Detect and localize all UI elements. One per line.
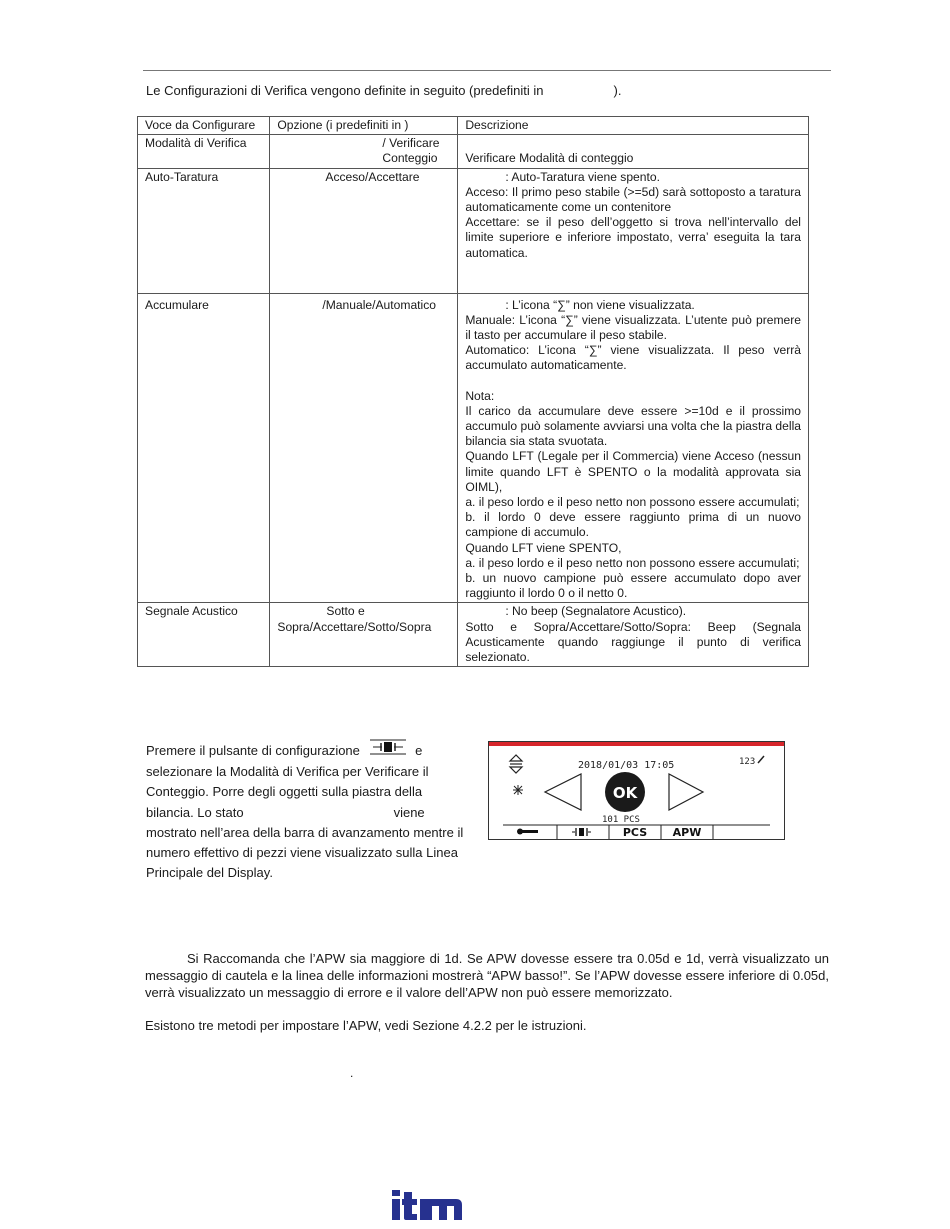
table-row [138, 135, 809, 168]
row-description: : No beep (Segnalatore Acustico). Sotto e Sopra/Accettare/Sotto/Sopra: Beep (Segnala Acusticamente quando raggiunge il punto di verifica selezionato. [458, 603, 809, 667]
header-option: Opzione (i predefiniti in ) [270, 117, 458, 135]
intro-line [146, 83, 621, 98]
table-header-row [138, 117, 809, 135]
stability-icon [510, 755, 522, 773]
apw-paragraph: Si Raccomanda che l’APW sia maggiore di 1d. Se APW dovesse essere tra 0.05d e 1d, verrà visualizzato un messaggio di cautela e la linea delle informazioni mostrerà “APW basso!”. Se l’APW dovesse essere inferiore di 0.05d, verrà visualizzato un messaggio di errore e il valore dell’APW non può essere memorizzato. [145, 951, 829, 1000]
row-item: Auto-Taratura [138, 168, 270, 293]
row-option: Sotto e Sopra/Accettare/Sotto/Sopra [270, 603, 458, 667]
header-description: Descrizione [458, 117, 809, 135]
piece-count: 101 PCS [602, 815, 640, 825]
table-row [138, 293, 809, 603]
row-description: Verificare Modalità di conteggio [458, 135, 809, 168]
softkey-pcs[interactable]: PCS [622, 826, 648, 839]
apw-methods-paragraph: Esistono tre metodi per impostare l’APW, vedi Sezione 4.2.2 per le istruzioni. [145, 1018, 587, 1033]
ok-label: OK [612, 784, 638, 802]
top-rule [143, 70, 831, 71]
row-item: Modalità di Verifica [138, 135, 270, 168]
softkey-apw[interactable]: APW [672, 826, 702, 839]
stray-dot: . [350, 1066, 354, 1080]
display-graphics [489, 742, 784, 839]
edit-pencil-icon [758, 756, 764, 763]
instruction-text: Premere il pulsante di configurazione e selezionare la Modalità di Verifica per Verificare il Conteggio. Porre degli oggetti sulla piastra della bilancia. Lo stato viene mostrato nell’area della barra di avanzamento mentre il numero effettivo di pezzi viene visualizzato sulla Linea Principale del Display. [146, 741, 471, 883]
check-config-icon [572, 828, 591, 836]
left-arrow-icon [545, 774, 581, 810]
row-item: Accumulare [138, 293, 270, 603]
row-option: Acceso/Accettare [270, 168, 458, 293]
itm-logo [392, 1188, 464, 1227]
table-row [138, 603, 809, 667]
row-description: : L’icona “∑” non viene visualizzata. Manuale: L’icona “∑” viene visualizzata. L’utente può premere il tasto per accumulare il peso stabile. Automatico: L’icona “∑” viene visualizzata. Il peso verrà accumulato automaticamente. Nota: Il carico da accumulare deve essere >=10d e il prossimo accumulo può solamente avviarsi una volta che la piastra della bilancia sia stata svuotata. Quando LFT (Legale per il Commercia) viene Acceso (nessun limite quando LFT è SPENTO o la modalità approvata sia OIML), a. il peso lordo e il peso netto non possono essere accumulati; b. il lordo 0 deve essere raggiunto prima di un nuovo campione di accumulo. Quando LFT viene SPENTO, a. il peso lordo e il peso netto non possono essere accumulati; b. un nuovo campione può essere accumulato dopo aver raggiunto il lordo 0 o il netto 0. [458, 293, 809, 603]
scale-display [488, 741, 785, 840]
table-row [138, 168, 809, 293]
header-item: Voce da Configurare [138, 117, 270, 135]
configuration-table [137, 116, 809, 667]
datetime-readout: 2018/01/03 17:05 [578, 760, 675, 771]
row-option: / Verificare Conteggio [270, 135, 458, 168]
row-option: /Manuale/Automatico [270, 293, 458, 603]
right-arrow-icon [669, 774, 703, 810]
intro-tail: ). [613, 83, 622, 98]
asterisk-icon [513, 785, 523, 795]
row-description: : Auto-Taratura viene spento. Acceso: Il primo peso stabile (>=5d) sarà sottoposto a taratura automaticamente come un contenitore Accettare: se il peso dell’oggetto si trova nell’intervallo del limite superiore e inferiore impostato, verra’ eseguita la tara automatica. [458, 168, 809, 293]
wrench-icon [517, 829, 538, 835]
intro-text: Le Configurazioni di Verifica vengono definite in seguito (predefiniti in [146, 83, 544, 98]
check-config-icon [368, 738, 408, 762]
badge-number: 123 [739, 757, 756, 767]
row-item: Segnale Acustico [138, 603, 270, 667]
